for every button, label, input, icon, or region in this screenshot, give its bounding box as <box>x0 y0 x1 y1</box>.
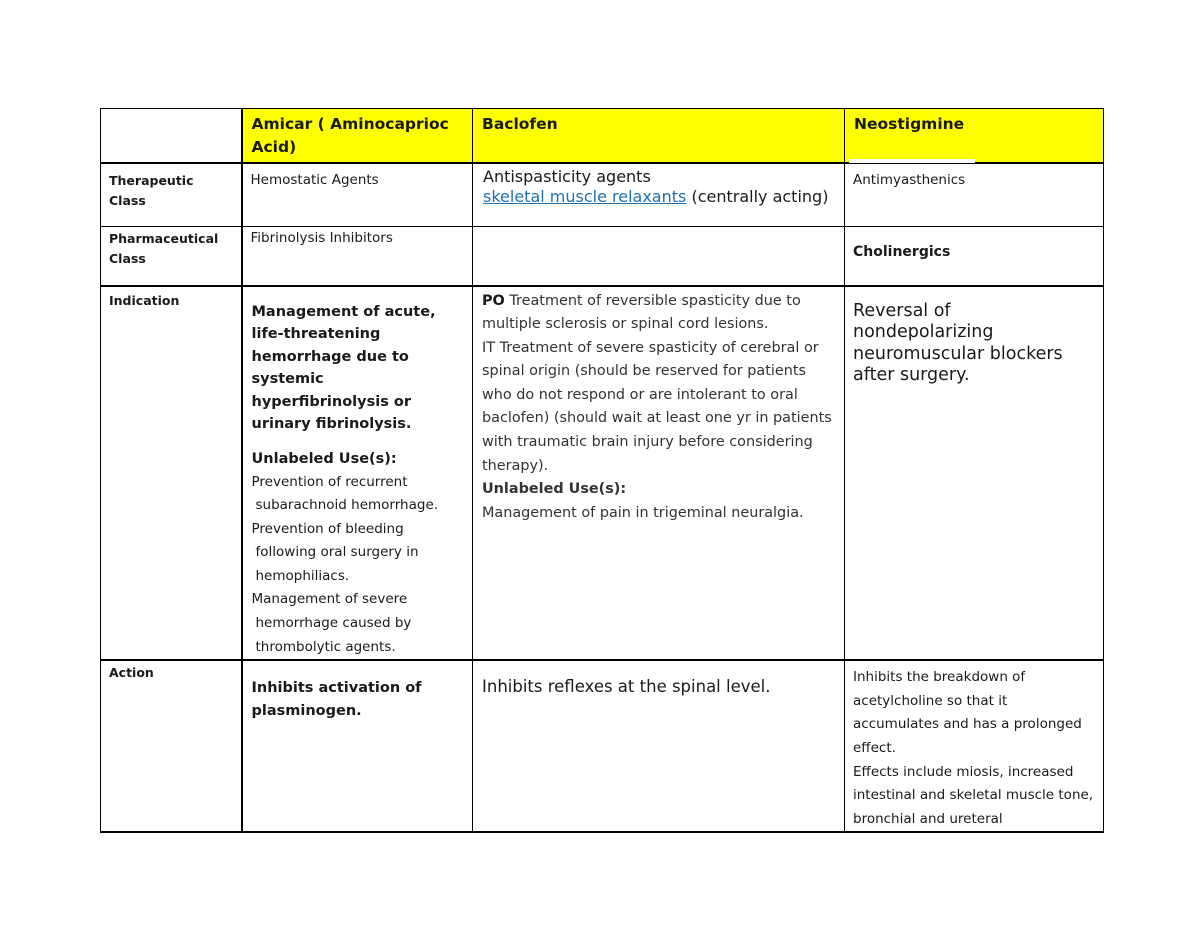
list-item: Management of severe <box>251 591 408 608</box>
amicar-action: Inhibits activation of plasminogen. <box>242 660 473 832</box>
amicar-pharmaceutical-class: Fibrinolysis Inhibitors <box>242 227 473 286</box>
list-item: following oral surgery in <box>255 544 419 561</box>
baclofen-action: Inhibits reflexes at the spinal level. <box>473 660 845 832</box>
row-label-cell <box>101 660 242 832</box>
table-row-pharmaceutical-class <box>101 227 1104 286</box>
drug-comparison-table <box>100 108 1104 833</box>
header-neostigmine-label: Neostigmine <box>854 115 965 133</box>
header-baclofen <box>473 109 845 163</box>
list-item: hemophiliacs. <box>255 567 350 584</box>
row-label-pharmaceutical-class: Pharmaceutical Class <box>109 231 219 266</box>
list-item: hemorrhage caused by <box>255 615 412 632</box>
amicar-indication <box>242 286 473 661</box>
neostigmine-action-line2: Effects include miosis, increased intestinal and skeletal muscle tone, bronchial and ureteral <box>853 763 1094 827</box>
baclofen-po-label: PO <box>482 292 505 309</box>
baclofen-therapeutic-class <box>473 163 845 227</box>
header-amicar-label: Amicar ( Aminocaprioc Acid) <box>251 115 449 156</box>
table-row-action <box>101 660 1104 832</box>
header-neostigmine <box>845 109 1104 163</box>
baclofen-pharmaceutical-class <box>473 227 845 286</box>
row-label-cell <box>101 227 242 286</box>
header-white-mark <box>849 159 975 163</box>
table-header-row <box>101 109 1104 163</box>
header-empty-cell <box>101 109 242 163</box>
list-item: Prevention of bleeding <box>251 520 404 537</box>
list-item: subarachnoid hemorrhage. <box>255 497 439 514</box>
baclofen-it-text: IT Treatment of severe spasticity of cerebral or spinal origin (should be reserved for patients who do not respond or are intolerant to oral baclofen) (should wait at least one yr in patients with traumatic brain injury before considering therapy). <box>482 339 832 474</box>
list-item: thrombolytic agents. <box>255 638 396 655</box>
header-amicar <box>242 109 473 163</box>
row-label-cell <box>101 163 242 227</box>
amicar-therapeutic-class: Hemostatic Agents <box>242 163 473 227</box>
baclofen-indication <box>473 286 845 661</box>
row-label-indication: Indication <box>109 292 180 308</box>
skeletal-muscle-relaxants-link[interactable]: skeletal muscle relaxants <box>483 186 687 206</box>
neostigmine-action-line1: Inhibits the breakdown of acetylcholine so that it accumulates and has a prolonged effect. <box>853 669 1082 757</box>
amicar-unlabeled-heading: Unlabeled Use(s): <box>251 450 397 467</box>
row-label-cell <box>101 286 242 661</box>
amicar-unlabeled-list <box>252 471 465 660</box>
baclofen-po-text: Treatment of reversible spasticity due to multiple sclerosis or spinal cord lesions. <box>482 292 801 333</box>
baclofen-unlabeled-heading: Unlabeled Use(s): <box>482 481 627 498</box>
amicar-indication-main: Management of acute, life-threatening hemorrhage due to systemic hyperfibrinolysis or urinary fibrinolysis. <box>251 303 436 432</box>
neostigmine-pharmaceutical-class: Cholinergics <box>845 227 1104 286</box>
baclofen-therapeutic-line1: Antispasticity agents <box>483 166 651 186</box>
neostigmine-indication: Reversal of nondepolarizing neuromuscular blockers after surgery. <box>845 286 1104 661</box>
baclofen-unlabeled-text: Management of pain in trigeminal neuralgia. <box>482 504 804 521</box>
table-row-therapeutic-class <box>101 163 1104 227</box>
table-row-indication <box>101 286 1104 661</box>
neostigmine-therapeutic-class: Antimyasthenics <box>845 163 1104 227</box>
baclofen-therapeutic-rest: (centrally acting) <box>686 186 829 206</box>
list-item: Prevention of recurrent <box>251 473 408 490</box>
header-baclofen-label: Baclofen <box>482 115 558 133</box>
row-label-action: Action <box>109 665 154 681</box>
row-label-therapeutic-class: Therapeutic Class <box>109 172 194 208</box>
neostigmine-action <box>845 660 1104 832</box>
